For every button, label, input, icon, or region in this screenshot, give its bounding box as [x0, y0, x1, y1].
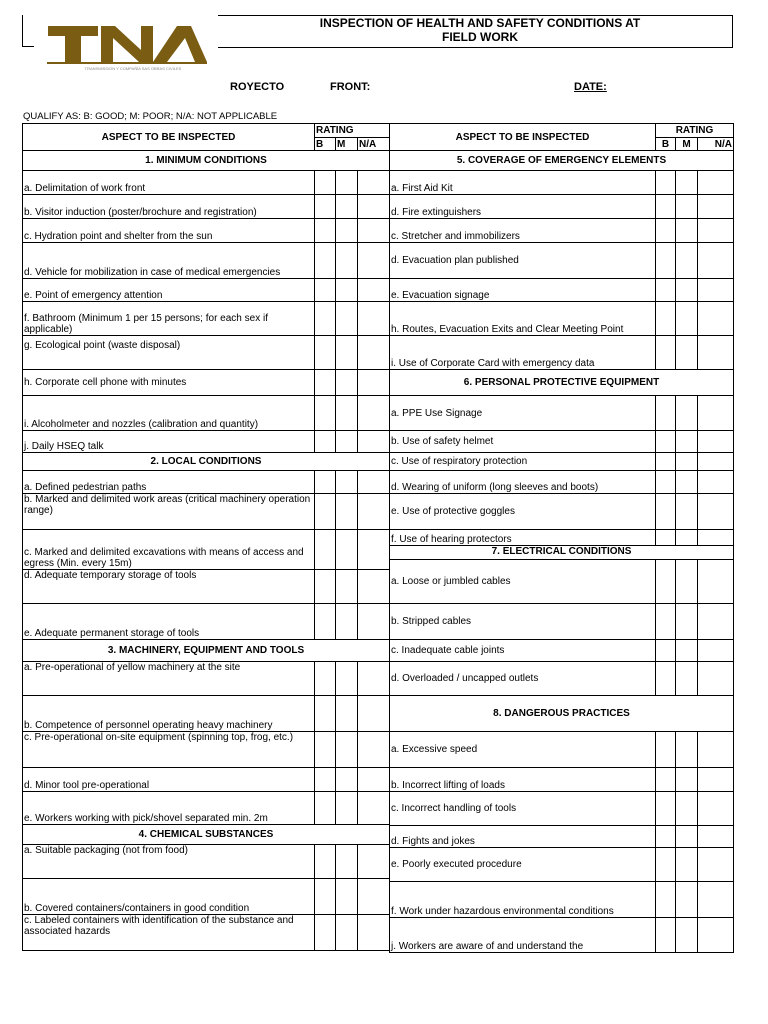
left-inspection-table — [22, 123, 390, 951]
front-label: FRONT: — [330, 81, 371, 93]
rating-b-cell[interactable] — [656, 396, 676, 431]
header-rule-left — [22, 46, 34, 47]
inspection-item: b. Visitor induction (poster/brochure and registration) — [23, 195, 315, 219]
rating-header: RATING — [656, 124, 734, 138]
rating-na-cell[interactable] — [698, 792, 734, 826]
rating-m-cell[interactable] — [336, 662, 358, 696]
rating-na-cell[interactable] — [358, 879, 390, 915]
inspection-item: b. Marked and delimited work areas (critical machinery operation range) — [23, 494, 315, 530]
rating-m-cell[interactable] — [676, 431, 698, 453]
rating-na-cell[interactable] — [358, 570, 390, 604]
rating-m-cell[interactable] — [336, 792, 358, 825]
qualify-instructions: QUALIFY AS: B: GOOD; M: POOR; N/A: NOT APPLICABLE — [23, 111, 278, 122]
inspection-item: d. Minor tool pre-operational — [23, 768, 315, 792]
rating-m-header: M — [676, 138, 698, 151]
rating-b-header: B — [315, 138, 336, 151]
rating-na-cell[interactable] — [698, 302, 734, 336]
rating-m-cell[interactable] — [676, 732, 698, 768]
rating-na-cell[interactable] — [358, 845, 390, 879]
inspection-item: b. Covered containers/containers in good condition — [23, 879, 315, 915]
rating-b-cell[interactable] — [315, 570, 336, 604]
rating-m-cell[interactable] — [676, 195, 698, 219]
inspection-item: a. PPE Use Signage — [390, 396, 656, 431]
rating-na-cell[interactable] — [358, 768, 390, 792]
rating-b-cell[interactable] — [656, 494, 676, 530]
rating-na-cell[interactable] — [698, 732, 734, 768]
rating-b-cell[interactable] — [315, 530, 336, 570]
inspection-item: c. Labeled containers with identification of the substance and associated hazards — [23, 915, 315, 951]
inspection-item: c. Pre-operational on-site equipment (spinning top, frog, etc.) — [23, 732, 315, 768]
inspection-item: d. Fire extinguishers — [390, 195, 656, 219]
rating-na-cell[interactable] — [698, 219, 734, 243]
rating-b-cell[interactable] — [656, 219, 676, 243]
rating-m-cell[interactable] — [336, 768, 358, 792]
section-title: 8. DANGEROUS PRACTICES — [390, 696, 734, 732]
rating-na-cell[interactable] — [358, 243, 390, 279]
rating-m-cell[interactable] — [336, 570, 358, 604]
inspection-item: a. Pre-operational of yellow machinery at the site — [23, 662, 315, 696]
rating-b-cell[interactable] — [315, 171, 336, 195]
inspection-item: e. Evacuation signage — [390, 279, 656, 302]
inspection-item: a. First Aid Kit — [390, 171, 656, 195]
rating-b-cell[interactable] — [656, 471, 676, 494]
rating-b-cell[interactable] — [315, 219, 336, 243]
inspection-item: i. Use of Corporate Card with emergency data — [390, 336, 656, 370]
rating-na-cell[interactable] — [698, 848, 734, 882]
rating-m-cell[interactable] — [336, 302, 358, 336]
rating-na-cell[interactable] — [698, 604, 734, 640]
rating-m-cell[interactable] — [336, 370, 358, 396]
inspection-item: b. Use of safety helmet — [390, 431, 656, 453]
inspection-item: a. Defined pedestrian paths — [23, 471, 315, 494]
rating-na-header: N/A — [698, 138, 734, 151]
inspection-item: i. Alcoholmeter and nozzles (calibration and quantity) — [23, 396, 315, 431]
rating-m-cell[interactable] — [336, 732, 358, 768]
rating-b-cell[interactable] — [656, 279, 676, 302]
rating-b-cell[interactable] — [656, 792, 676, 826]
rating-b-cell[interactable] — [315, 732, 336, 768]
rating-b-cell[interactable] — [656, 882, 676, 918]
section-title: 3. MACHINERY, EQUIPMENT AND TOOLS — [23, 640, 390, 662]
rating-b-cell[interactable] — [315, 431, 336, 453]
section-title: 2. LOCAL CONDITIONS — [23, 453, 390, 471]
rating-m-cell[interactable] — [676, 848, 698, 882]
rating-b-cell[interactable] — [656, 453, 676, 471]
logo-graphic — [45, 22, 210, 66]
rating-m-cell[interactable] — [676, 826, 698, 848]
rating-m-cell[interactable] — [676, 336, 698, 370]
rating-m-cell[interactable] — [676, 640, 698, 662]
rating-na-header: N/A — [358, 138, 390, 151]
rating-na-cell[interactable] — [698, 768, 734, 792]
rating-b-header: B — [656, 138, 676, 151]
date-label: DATE: — [574, 81, 607, 93]
rating-m-cell[interactable] — [676, 768, 698, 792]
rating-m-cell[interactable] — [336, 219, 358, 243]
inspection-item: d. Vehicle for mobilization in case of medical emergencies — [23, 243, 315, 279]
rating-b-cell[interactable] — [315, 336, 336, 370]
rating-m-cell[interactable] — [336, 494, 358, 530]
rating-na-cell[interactable] — [698, 471, 734, 494]
rating-na-cell[interactable] — [698, 279, 734, 302]
rating-na-cell[interactable] — [358, 195, 390, 219]
rating-m-cell[interactable] — [336, 915, 358, 951]
section-title: 7. ELECTRICAL CONDITIONS — [390, 546, 734, 560]
rating-b-cell[interactable] — [315, 696, 336, 732]
rating-na-cell[interactable] — [358, 732, 390, 768]
rating-m-cell[interactable] — [336, 336, 358, 370]
rating-b-cell[interactable] — [315, 845, 336, 879]
rating-na-cell[interactable] — [358, 171, 390, 195]
rating-na-cell[interactable] — [358, 530, 390, 570]
rating-b-cell[interactable] — [656, 918, 676, 953]
inspection-item: d. Fights and jokes — [390, 826, 656, 848]
rating-na-cell[interactable] — [698, 494, 734, 530]
inspection-item: j. Workers are aware of and understand the — [390, 918, 656, 953]
rating-b-cell[interactable] — [315, 662, 336, 696]
inspection-item: e. Use of protective goggles — [390, 494, 656, 530]
rating-b-cell[interactable] — [656, 302, 676, 336]
rating-na-cell[interactable] — [358, 696, 390, 732]
rating-na-cell[interactable] — [358, 471, 390, 494]
rating-m-cell[interactable] — [676, 219, 698, 243]
rating-na-cell[interactable] — [698, 530, 734, 546]
rating-m-cell[interactable] — [336, 696, 358, 732]
logo-subtext: TRANSMISSION Y COMPAÑÍA SAS OBRAS CIVILES — [84, 66, 182, 71]
rating-b-cell[interactable] — [315, 195, 336, 219]
rating-b-cell[interactable] — [656, 243, 676, 279]
rating-m-cell[interactable] — [676, 396, 698, 431]
rating-m-cell[interactable] — [676, 604, 698, 640]
rating-na-cell[interactable] — [698, 453, 734, 471]
rating-na-cell[interactable] — [698, 171, 734, 195]
rating-m-cell[interactable] — [676, 171, 698, 195]
inspection-item: c. Incorrect handling of tools — [390, 792, 656, 826]
rating-b-cell[interactable] — [656, 171, 676, 195]
rating-m-cell[interactable] — [676, 560, 698, 604]
rating-m-cell[interactable] — [336, 431, 358, 453]
inspection-item: a. Excessive speed — [390, 732, 656, 768]
inspection-item: b. Incorrect lifting of loads — [390, 768, 656, 792]
rating-b-cell[interactable] — [656, 662, 676, 696]
rating-na-cell[interactable] — [698, 560, 734, 604]
rating-b-cell[interactable] — [656, 530, 676, 546]
section-title: 4. CHEMICAL SUBSTANCES — [23, 825, 390, 845]
rating-na-cell[interactable] — [358, 915, 390, 951]
rating-na-cell[interactable] — [358, 302, 390, 336]
rating-m-cell[interactable] — [676, 243, 698, 279]
project-label: ROYECTO — [230, 81, 285, 93]
rating-header: RATING — [315, 124, 390, 138]
rating-na-cell[interactable] — [358, 792, 390, 825]
rating-m-cell[interactable] — [676, 792, 698, 826]
rating-m-cell[interactable] — [336, 845, 358, 879]
inspection-item: f. Use of hearing protectors — [390, 530, 656, 546]
rating-b-cell[interactable] — [315, 494, 336, 530]
inspection-item: b. Stripped cables — [390, 604, 656, 640]
rating-na-cell[interactable] — [358, 370, 390, 396]
title-line-2: FIELD WORK — [442, 30, 518, 44]
rating-na-cell[interactable] — [698, 396, 734, 431]
rating-m-cell[interactable] — [336, 471, 358, 494]
rating-na-cell[interactable] — [358, 279, 390, 302]
inspection-item: b. Competence of personnel operating heavy machinery — [23, 696, 315, 732]
inspection-item: e. Adequate permanent storage of tools — [23, 604, 315, 640]
rating-m-cell[interactable] — [676, 494, 698, 530]
rating-m-cell[interactable] — [676, 471, 698, 494]
inspection-item: c. Use of respiratory protection — [390, 453, 656, 471]
inspection-item: d. Overloaded / uncapped outlets — [390, 662, 656, 696]
rating-b-cell[interactable] — [656, 768, 676, 792]
rating-m-cell[interactable] — [676, 530, 698, 546]
rating-na-cell[interactable] — [698, 195, 734, 219]
rating-na-cell[interactable] — [358, 494, 390, 530]
section-title: 5. COVERAGE OF EMERGENCY ELEMENTS — [390, 151, 734, 171]
rating-m-cell[interactable] — [336, 171, 358, 195]
inspection-item: c. Hydration point and shelter from the sun — [23, 219, 315, 243]
rating-na-cell[interactable] — [358, 431, 390, 453]
inspection-item: d. Wearing of uniform (long sleeves and boots) — [390, 471, 656, 494]
rating-m-cell[interactable] — [676, 279, 698, 302]
rating-b-cell[interactable] — [315, 279, 336, 302]
rating-b-cell[interactable] — [656, 604, 676, 640]
rating-m-cell[interactable] — [676, 918, 698, 953]
inspection-item: c. Inadequate cable joints — [390, 640, 656, 662]
rating-na-cell[interactable] — [698, 662, 734, 696]
aspect-header: ASPECT TO BE INSPECTED — [390, 124, 656, 151]
inspection-item: f. Bathroom (Minimum 1 per 15 persons; for each sex if applicable) — [23, 302, 315, 336]
inspection-item: h. Routes, Evacuation Exits and Clear Meeting Point — [390, 302, 656, 336]
rating-b-cell[interactable] — [656, 431, 676, 453]
inspection-item: c. Stretcher and immobilizers — [390, 219, 656, 243]
rating-b-cell[interactable] — [656, 848, 676, 882]
inspection-item: e. Point of emergency attention — [23, 279, 315, 302]
inspection-item: h. Corporate cell phone with minutes — [23, 370, 315, 396]
rating-b-cell[interactable] — [315, 792, 336, 825]
rating-b-cell[interactable] — [656, 640, 676, 662]
title-line-1: INSPECTION OF HEALTH AND SAFETY CONDITIONS AT — [319, 16, 641, 30]
rating-b-cell[interactable] — [315, 604, 336, 640]
rating-b-cell[interactable] — [315, 768, 336, 792]
inspection-item: a. Suitable packaging (not from food) — [23, 845, 315, 879]
inspection-item: d. Adequate temporary storage of tools — [23, 570, 315, 604]
rating-m-cell[interactable] — [336, 879, 358, 915]
rating-na-cell[interactable] — [698, 918, 734, 953]
rating-na-cell[interactable] — [358, 336, 390, 370]
rating-na-cell[interactable] — [358, 396, 390, 431]
inspection-item: d. Evacuation plan published — [390, 243, 656, 279]
rating-b-cell[interactable] — [315, 915, 336, 951]
section-title: 6. PERSONAL PROTECTIVE EQUIPMENT — [390, 370, 734, 396]
rating-m-cell[interactable] — [676, 453, 698, 471]
rating-m-cell[interactable] — [336, 396, 358, 431]
rating-na-cell[interactable] — [698, 826, 734, 848]
right-inspection-table — [389, 123, 734, 953]
inspection-item: a. Loose or jumbled cables — [390, 560, 656, 604]
rating-m-cell[interactable] — [336, 195, 358, 219]
rating-na-cell[interactable] — [358, 604, 390, 640]
rating-b-cell[interactable] — [315, 243, 336, 279]
rating-na-cell[interactable] — [698, 336, 734, 370]
rating-m-cell[interactable] — [336, 243, 358, 279]
rating-b-cell[interactable] — [315, 302, 336, 336]
rating-na-cell[interactable] — [698, 243, 734, 279]
rating-na-cell[interactable] — [358, 219, 390, 243]
rating-b-cell[interactable] — [656, 826, 676, 848]
rating-b-cell[interactable] — [315, 471, 336, 494]
rating-m-cell[interactable] — [336, 530, 358, 570]
rating-na-cell[interactable] — [358, 662, 390, 696]
rating-m-header: M — [336, 138, 358, 151]
document-title — [300, 16, 660, 44]
inspection-item: a. Delimitation of work front — [23, 171, 315, 195]
rating-b-cell[interactable] — [315, 879, 336, 915]
rating-b-cell[interactable] — [656, 560, 676, 604]
rating-b-cell[interactable] — [315, 370, 336, 396]
inspection-item: f. Work under hazardous environmental conditions — [390, 882, 656, 918]
inspection-item: e. Poorly executed procedure — [390, 848, 656, 882]
inspection-item: g. Ecological point (waste disposal) — [23, 336, 315, 370]
inspection-item: e. Workers working with pick/shovel separated min. 2m — [23, 792, 315, 825]
rating-na-cell[interactable] — [698, 640, 734, 662]
rating-m-cell[interactable] — [676, 882, 698, 918]
rating-m-cell[interactable] — [336, 279, 358, 302]
rating-na-cell[interactable] — [698, 431, 734, 453]
rating-b-cell[interactable] — [656, 195, 676, 219]
inspection-item: j. Daily HSEQ talk — [23, 431, 315, 453]
section-title: 1. MINIMUM CONDITIONS — [23, 151, 390, 171]
rating-na-cell[interactable] — [698, 882, 734, 918]
inspection-item: c. Marked and delimited excavations with means of access and egress (Min. every 15m) — [23, 530, 315, 570]
rating-b-cell[interactable] — [656, 732, 676, 768]
aspect-header: ASPECT TO BE INSPECTED — [23, 124, 315, 151]
rating-b-cell[interactable] — [315, 396, 336, 431]
rating-b-cell[interactable] — [656, 336, 676, 370]
header-rule-left-vertical — [22, 15, 23, 47]
rating-m-cell[interactable] — [676, 662, 698, 696]
rating-m-cell[interactable] — [676, 302, 698, 336]
rating-m-cell[interactable] — [336, 604, 358, 640]
